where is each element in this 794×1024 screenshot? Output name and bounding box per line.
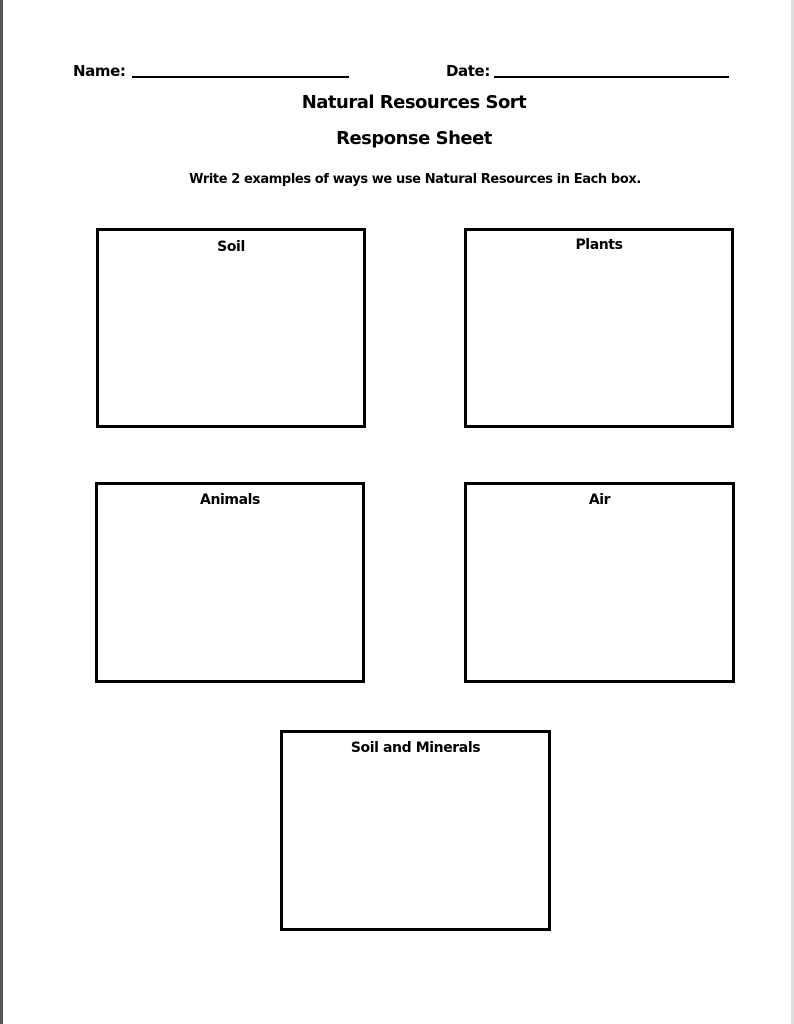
box-title: Soil and Minerals: [350, 740, 481, 756]
response-box-animals[interactable]: [95, 482, 365, 683]
box-title: Soil: [217, 239, 245, 255]
box-title: Air: [588, 492, 611, 508]
box-title: Plants: [575, 237, 623, 253]
page-subtitle: Response Sheet: [336, 128, 492, 149]
page-title: Natural Resources Sort: [301, 92, 527, 113]
response-box-soil[interactable]: [96, 228, 366, 428]
box-title: Animals: [200, 492, 260, 508]
instructions-text: Write 2 examples of ways we use Natural Resources in Each box.: [189, 172, 641, 187]
response-box-soil-and-minerals[interactable]: [280, 730, 551, 931]
response-box-air[interactable]: [464, 482, 735, 683]
response-box-plants[interactable]: [464, 228, 734, 428]
page-left-edge: [0, 0, 3, 1024]
date-field[interactable]: [494, 76, 729, 78]
date-label: Date:: [446, 62, 490, 80]
name-label: Name:: [73, 62, 126, 80]
name-field[interactable]: [132, 76, 349, 78]
